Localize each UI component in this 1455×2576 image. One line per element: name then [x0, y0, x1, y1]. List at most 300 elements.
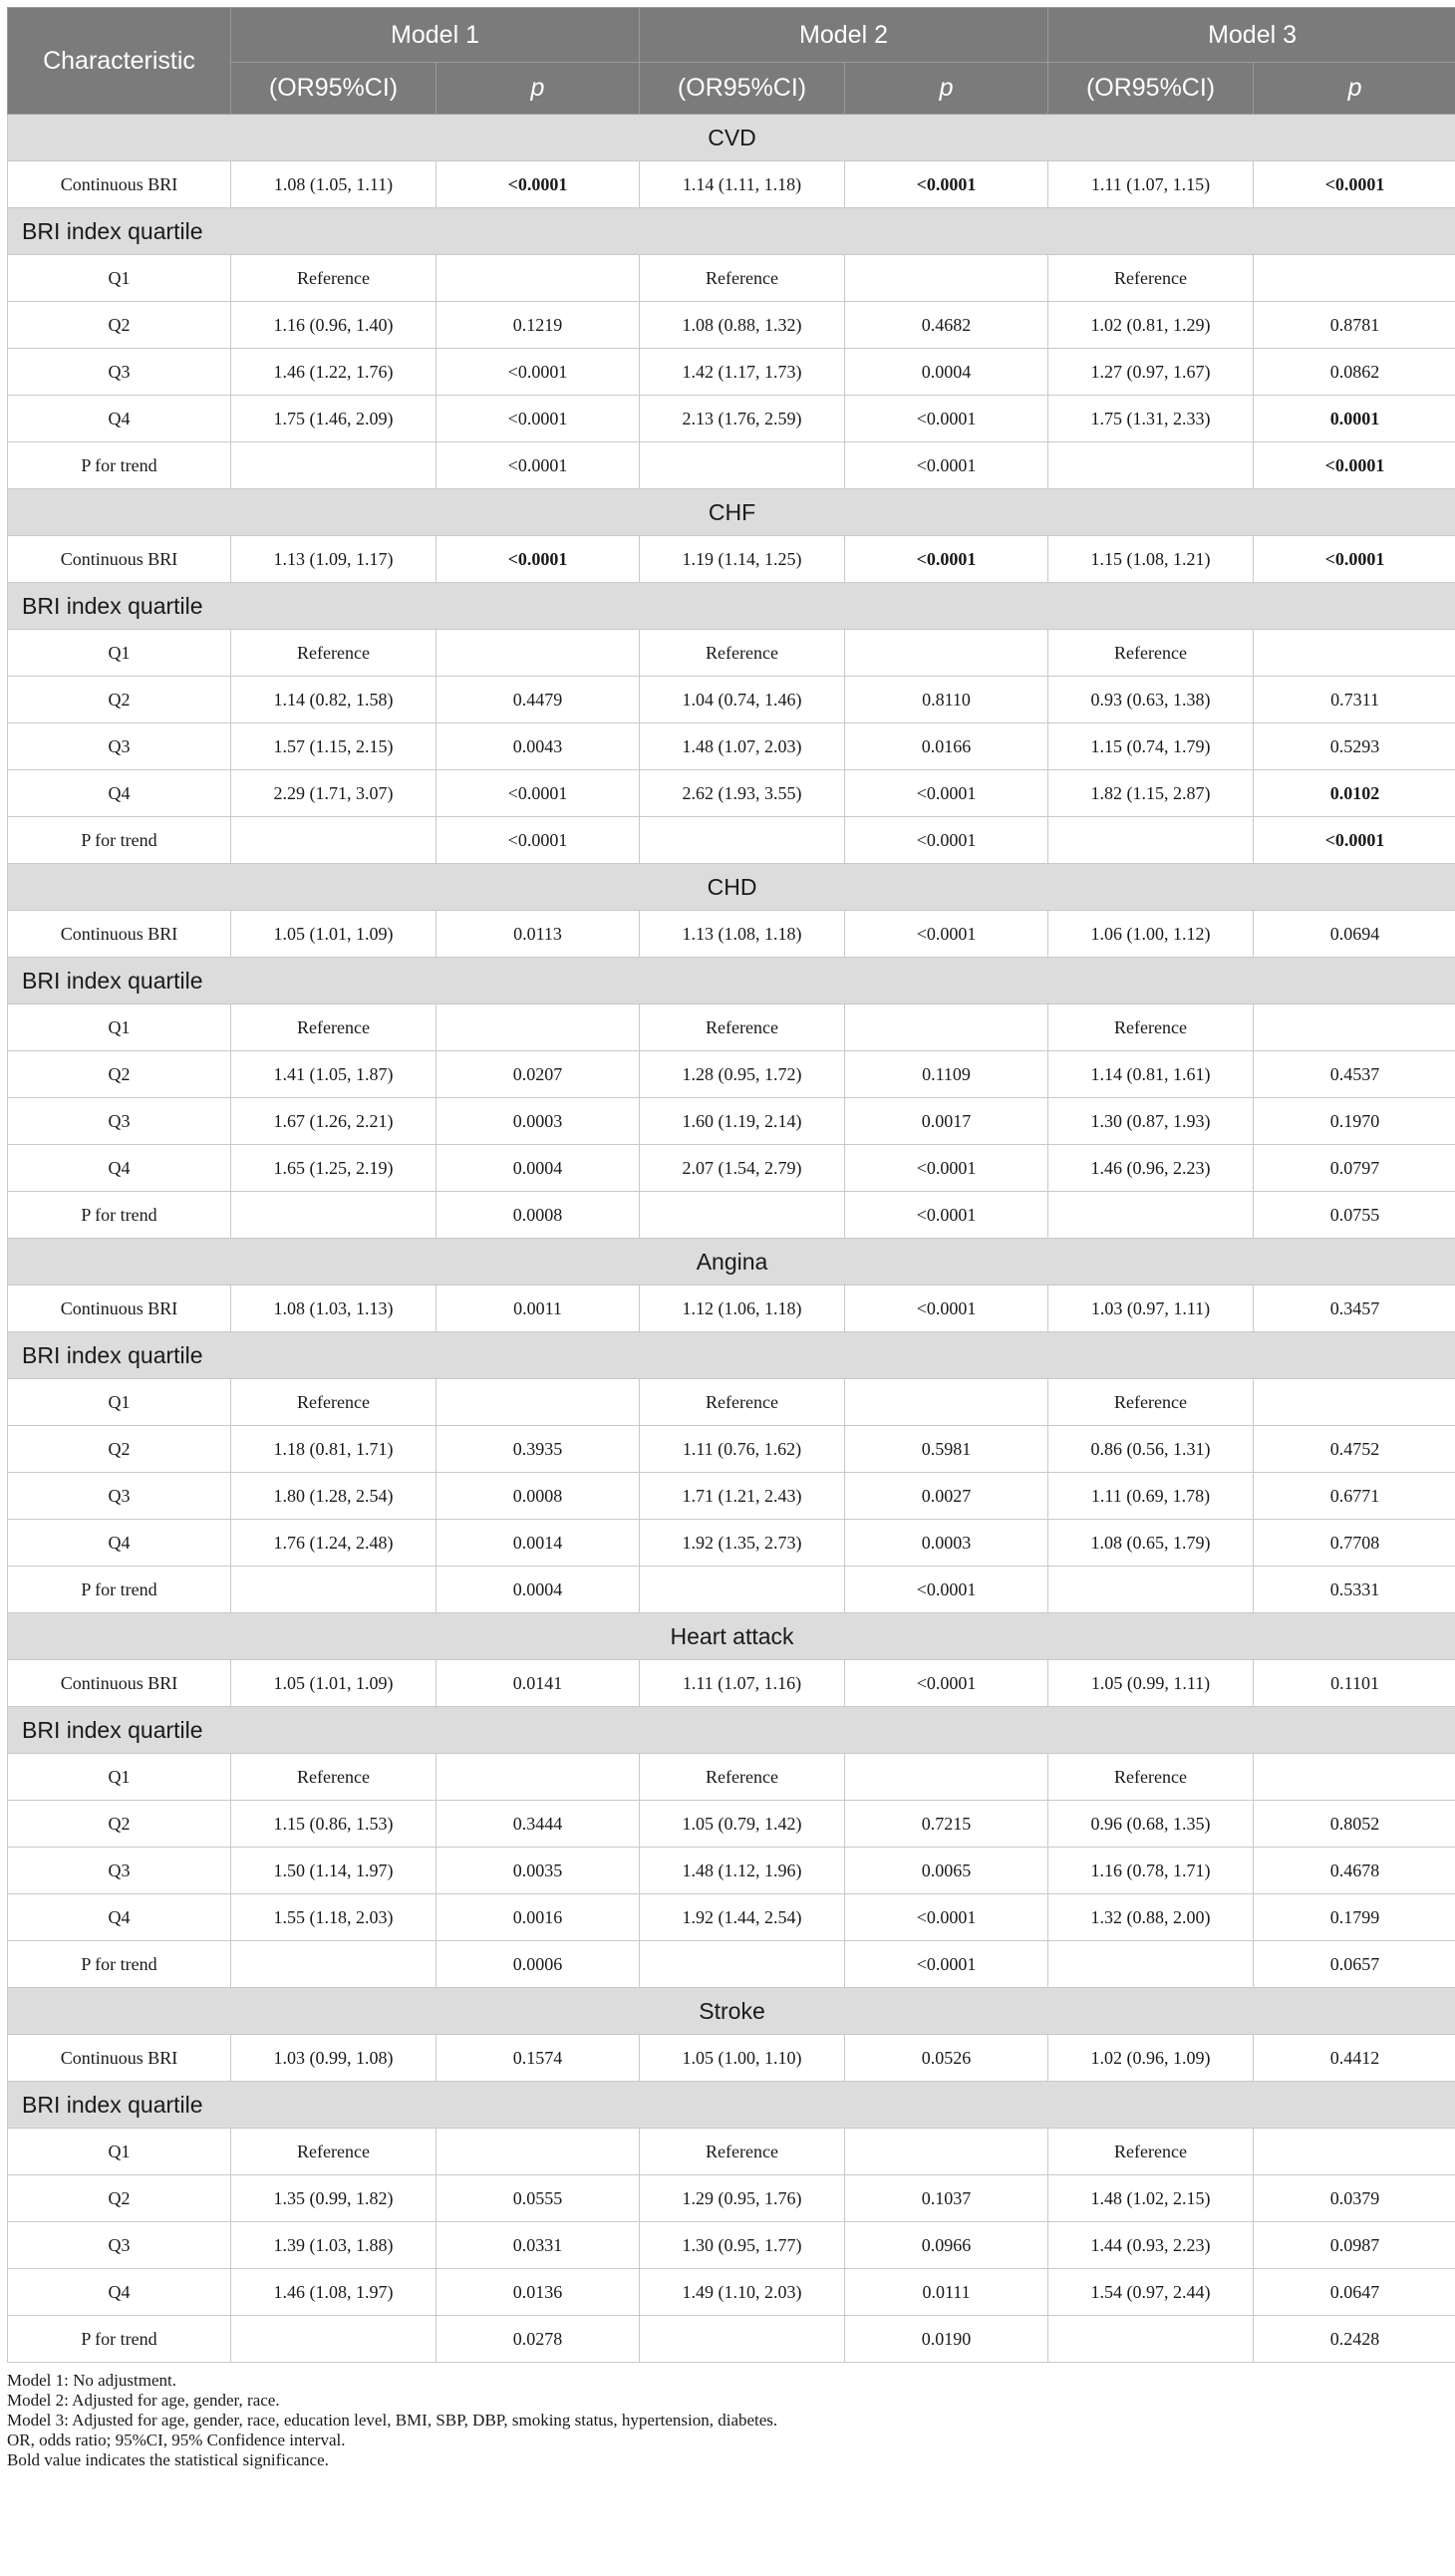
- or-ci-value: [640, 1192, 845, 1239]
- p-value: 0.0011: [436, 1286, 640, 1332]
- p-value: <0.0001: [1254, 536, 1455, 583]
- p-value: <0.0001: [845, 536, 1048, 583]
- p-value: <0.0001: [436, 349, 640, 396]
- or-ci-value: 1.46 (1.08, 1.97): [231, 2269, 436, 2316]
- or-ci-value: 1.15 (1.08, 1.21): [1048, 536, 1254, 583]
- p-value: 0.2428: [1254, 2316, 1455, 2363]
- p-value: 0.1799: [1254, 1894, 1455, 1941]
- section-row: [8, 864, 1455, 911]
- or-ci-value: 1.13 (1.09, 1.17): [231, 536, 436, 583]
- quartile-header-row: [8, 1332, 1455, 1379]
- or-ci-value: Reference: [1048, 1379, 1254, 1426]
- row-label: Q2: [8, 1051, 231, 1098]
- results-table-container: [7, 7, 1448, 2470]
- or-ci-value: 1.54 (0.97, 2.44): [1048, 2269, 1254, 2316]
- or-ci-value: [1048, 817, 1254, 864]
- or-ci-value: 1.75 (1.46, 2.09): [231, 396, 436, 442]
- or-ci-value: Reference: [640, 630, 845, 677]
- p-value: 0.0016: [436, 1894, 640, 1941]
- row-label: Q2: [8, 2175, 231, 2222]
- or-ci-value: 1.48 (1.07, 2.03): [640, 723, 845, 770]
- or-ci-value: [640, 1567, 845, 1613]
- quartile-header-row: [8, 583, 1455, 630]
- row-label: Q4: [8, 396, 231, 442]
- p-value: [1254, 630, 1455, 677]
- row-label: Q3: [8, 1473, 231, 1520]
- p-value: 0.0136: [436, 2269, 640, 2316]
- p-value: 0.0003: [845, 1520, 1048, 1567]
- table-row: [8, 1004, 1455, 1051]
- quartile-header-row: [8, 958, 1455, 1004]
- row-label: Continuous BRI: [8, 911, 231, 958]
- table-row: [8, 1192, 1455, 1239]
- section-title: CHD: [8, 864, 1455, 911]
- p-value: [845, 1004, 1048, 1051]
- p-value: 0.0004: [436, 1567, 640, 1613]
- row-label: Q1: [8, 1004, 231, 1051]
- p-value: 0.8052: [1254, 1801, 1455, 1848]
- p-value: <0.0001: [845, 1660, 1048, 1707]
- p-value: 0.1101: [1254, 1660, 1455, 1707]
- or-ci-value: 1.05 (1.01, 1.09): [231, 911, 436, 958]
- or-ci-value: 1.30 (0.87, 1.93): [1048, 1098, 1254, 1145]
- p-value: 0.1970: [1254, 1098, 1455, 1145]
- table-row: [8, 2035, 1455, 2082]
- row-label: Q4: [8, 770, 231, 817]
- row-label: Q1: [8, 1754, 231, 1801]
- row-label: Q4: [8, 1894, 231, 1941]
- table-row: [8, 1473, 1455, 1520]
- header-model-3: Model 3: [1048, 8, 1455, 63]
- p-value: 0.0526: [845, 2035, 1048, 2082]
- or-ci-value: 1.67 (1.26, 2.21): [231, 1098, 436, 1145]
- or-ci-value: 1.57 (1.15, 2.15): [231, 723, 436, 770]
- header-model-2: Model 2: [640, 8, 1048, 63]
- or-ci-value: 1.82 (1.15, 2.87): [1048, 770, 1254, 817]
- or-ci-value: 1.05 (0.99, 1.11): [1048, 1660, 1254, 1707]
- p-value: <0.0001: [436, 817, 640, 864]
- p-value: [1254, 1379, 1455, 1426]
- footnote: Model 2: Adjusted for age, gender, race.: [7, 2391, 280, 2410]
- p-value: <0.0001: [845, 911, 1048, 958]
- table-row: [8, 1051, 1455, 1098]
- or-ci-value: [1048, 1567, 1254, 1613]
- or-ci-value: [231, 1567, 436, 1613]
- p-value: 0.0657: [1254, 1941, 1455, 1988]
- table-row: [8, 1894, 1455, 1941]
- results-table: [7, 7, 1455, 2363]
- or-ci-value: 1.29 (0.95, 1.76): [640, 2175, 845, 2222]
- row-label: Q4: [8, 1520, 231, 1567]
- quartile-header-row: [8, 1707, 1455, 1754]
- p-value: [845, 255, 1048, 302]
- quartile-label: BRI index quartile: [8, 583, 1455, 630]
- or-ci-value: 1.46 (0.96, 2.23): [1048, 1145, 1254, 1192]
- table-row: [8, 2269, 1455, 2316]
- row-label: Q2: [8, 1426, 231, 1473]
- table-row: [8, 302, 1455, 349]
- p-value: 0.0379: [1254, 2175, 1455, 2222]
- or-ci-value: 1.65 (1.25, 2.19): [231, 1145, 436, 1192]
- or-ci-value: 1.06 (1.00, 1.12): [1048, 911, 1254, 958]
- footnote: Model 1: No adjustment.: [7, 2371, 176, 2390]
- p-value: [845, 2129, 1048, 2175]
- p-value: 0.4682: [845, 302, 1048, 349]
- p-value: [1254, 1004, 1455, 1051]
- p-value: 0.0035: [436, 1848, 640, 1894]
- or-ci-value: 1.08 (1.03, 1.13): [231, 1286, 436, 1332]
- section-title: Angina: [8, 1239, 1455, 1286]
- or-ci-value: 1.27 (0.97, 1.67): [1048, 349, 1254, 396]
- or-ci-value: Reference: [640, 255, 845, 302]
- p-value: 0.0166: [845, 723, 1048, 770]
- or-ci-value: 1.14 (1.11, 1.18): [640, 161, 845, 208]
- or-ci-value: 1.92 (1.35, 2.73): [640, 1520, 845, 1567]
- header-p: p: [1254, 63, 1455, 115]
- or-ci-value: 1.05 (1.00, 1.10): [640, 2035, 845, 2082]
- or-ci-value: Reference: [231, 1004, 436, 1051]
- footnote: Bold value indicates the statistical significance.: [7, 2450, 329, 2469]
- row-label: Q1: [8, 2129, 231, 2175]
- p-value: [1254, 1754, 1455, 1801]
- p-value: <0.0001: [845, 396, 1048, 442]
- or-ci-value: 1.16 (0.96, 1.40): [231, 302, 436, 349]
- or-ci-value: 1.11 (0.76, 1.62): [640, 1426, 845, 1473]
- or-ci-value: 1.46 (1.22, 1.76): [231, 349, 436, 396]
- p-value: 0.4678: [1254, 1848, 1455, 1894]
- or-ci-value: 1.08 (1.05, 1.11): [231, 161, 436, 208]
- quartile-label: BRI index quartile: [8, 1332, 1455, 1379]
- row-label: Q2: [8, 302, 231, 349]
- section-row: [8, 1988, 1455, 2035]
- row-label: Continuous BRI: [8, 2035, 231, 2082]
- p-value: <0.0001: [436, 442, 640, 489]
- or-ci-value: Reference: [1048, 630, 1254, 677]
- or-ci-value: 1.13 (1.08, 1.18): [640, 911, 845, 958]
- or-ci-value: 1.39 (1.03, 1.88): [231, 2222, 436, 2269]
- row-label: Q3: [8, 2222, 231, 2269]
- or-ci-value: [231, 442, 436, 489]
- p-value: 0.6771: [1254, 1473, 1455, 1520]
- p-value: [1254, 2129, 1455, 2175]
- row-label: Q3: [8, 723, 231, 770]
- or-ci-value: [1048, 1941, 1254, 1988]
- or-ci-value: [231, 1941, 436, 1988]
- p-value: [845, 630, 1048, 677]
- row-label: Q2: [8, 1801, 231, 1848]
- or-ci-value: 1.14 (0.82, 1.58): [231, 677, 436, 723]
- or-ci-value: [640, 442, 845, 489]
- or-ci-value: 1.02 (0.81, 1.29): [1048, 302, 1254, 349]
- row-label: Q1: [8, 630, 231, 677]
- or-ci-value: 1.28 (0.95, 1.72): [640, 1051, 845, 1098]
- p-value: [436, 1379, 640, 1426]
- or-ci-value: [1048, 442, 1254, 489]
- p-value: <0.0001: [845, 770, 1048, 817]
- footnote: Model 3: Adjusted for age, gender, race, education level, BMI, SBP, DBP, smoking status, hypertension, diabetes.: [7, 2411, 778, 2430]
- quartile-label: BRI index quartile: [8, 1707, 1455, 1754]
- or-ci-value: 1.11 (1.07, 1.15): [1048, 161, 1254, 208]
- quartile-label: BRI index quartile: [8, 208, 1455, 255]
- section-row: [8, 1613, 1455, 1660]
- table-row: [8, 911, 1455, 958]
- or-ci-value: 1.05 (0.79, 1.42): [640, 1801, 845, 1848]
- row-label: P for trend: [8, 442, 231, 489]
- or-ci-value: [231, 817, 436, 864]
- p-value: <0.0001: [845, 1145, 1048, 1192]
- or-ci-value: 1.02 (0.96, 1.09): [1048, 2035, 1254, 2082]
- header-characteristic: Characteristic: [8, 8, 231, 115]
- p-value: <0.0001: [845, 1567, 1048, 1613]
- or-ci-value: 2.07 (1.54, 2.79): [640, 1145, 845, 1192]
- table-row: [8, 1520, 1455, 1567]
- or-ci-value: 0.96 (0.68, 1.35): [1048, 1801, 1254, 1848]
- p-value: <0.0001: [845, 1192, 1048, 1239]
- or-ci-value: 1.14 (0.81, 1.61): [1048, 1051, 1254, 1098]
- table-row: [8, 2222, 1455, 2269]
- table-row: [8, 1286, 1455, 1332]
- p-value: [845, 1754, 1048, 1801]
- table-row: [8, 1801, 1455, 1848]
- header-p: p: [436, 63, 640, 115]
- p-value: <0.0001: [845, 1894, 1048, 1941]
- or-ci-value: 1.11 (0.69, 1.78): [1048, 1473, 1254, 1520]
- table-row: [8, 1567, 1455, 1613]
- or-ci-value: Reference: [1048, 255, 1254, 302]
- p-value: 0.0555: [436, 2175, 640, 2222]
- p-value: 0.0278: [436, 2316, 640, 2363]
- or-ci-value: 2.29 (1.71, 3.07): [231, 770, 436, 817]
- or-ci-value: [1048, 2316, 1254, 2363]
- or-ci-value: 1.92 (1.44, 2.54): [640, 1894, 845, 1941]
- table-row: [8, 349, 1455, 396]
- or-ci-value: Reference: [1048, 1754, 1254, 1801]
- row-label: Q2: [8, 677, 231, 723]
- or-ci-value: 1.55 (1.18, 2.03): [231, 1894, 436, 1941]
- table-row: [8, 1098, 1455, 1145]
- or-ci-value: 1.42 (1.17, 1.73): [640, 349, 845, 396]
- p-value: 0.0008: [436, 1192, 640, 1239]
- table-row: [8, 723, 1455, 770]
- p-value: 0.5981: [845, 1426, 1048, 1473]
- p-value: 0.4479: [436, 677, 640, 723]
- table-row: [8, 1426, 1455, 1473]
- p-value: 0.0043: [436, 723, 640, 770]
- or-ci-value: Reference: [1048, 1004, 1254, 1051]
- p-value: <0.0001: [1254, 161, 1455, 208]
- section-row: [8, 115, 1455, 161]
- p-value: 0.0027: [845, 1473, 1048, 1520]
- p-value: 0.0966: [845, 2222, 1048, 2269]
- p-value: 0.5293: [1254, 723, 1455, 770]
- p-value: 0.7708: [1254, 1520, 1455, 1567]
- or-ci-value: 1.76 (1.24, 2.48): [231, 1520, 436, 1567]
- or-ci-value: 2.62 (1.93, 3.55): [640, 770, 845, 817]
- or-ci-value: 1.48 (1.02, 2.15): [1048, 2175, 1254, 2222]
- or-ci-value: 1.50 (1.14, 1.97): [231, 1848, 436, 1894]
- p-value: 0.1219: [436, 302, 640, 349]
- p-value: 0.0001: [1254, 396, 1455, 442]
- or-ci-value: Reference: [640, 2129, 845, 2175]
- section-title: CVD: [8, 115, 1455, 161]
- p-value: <0.0001: [436, 396, 640, 442]
- table-row: [8, 1379, 1455, 1426]
- or-ci-value: 1.16 (0.78, 1.71): [1048, 1848, 1254, 1894]
- table-row: [8, 2175, 1455, 2222]
- or-ci-value: Reference: [231, 255, 436, 302]
- p-value: <0.0001: [845, 817, 1048, 864]
- p-value: 0.8110: [845, 677, 1048, 723]
- row-label: Q1: [8, 255, 231, 302]
- p-value: 0.0113: [436, 911, 640, 958]
- or-ci-value: 1.32 (0.88, 2.00): [1048, 1894, 1254, 1941]
- p-value: 0.0647: [1254, 2269, 1455, 2316]
- p-value: 0.0004: [436, 1145, 640, 1192]
- or-ci-value: 2.13 (1.76, 2.59): [640, 396, 845, 442]
- p-value: [436, 630, 640, 677]
- p-value: 0.7215: [845, 1801, 1048, 1848]
- header-or-ci: (OR95%CI): [640, 63, 845, 115]
- or-ci-value: 1.04 (0.74, 1.46): [640, 677, 845, 723]
- or-ci-value: Reference: [640, 1379, 845, 1426]
- or-ci-value: 1.60 (1.19, 2.14): [640, 1098, 845, 1145]
- row-label: Q4: [8, 1145, 231, 1192]
- table-row: [8, 770, 1455, 817]
- or-ci-value: 0.86 (0.56, 1.31): [1048, 1426, 1254, 1473]
- row-label: Q3: [8, 1098, 231, 1145]
- quartile-label: BRI index quartile: [8, 958, 1455, 1004]
- table-row: [8, 630, 1455, 677]
- p-value: 0.0190: [845, 2316, 1048, 2363]
- p-value: [436, 1004, 640, 1051]
- quartile-label: BRI index quartile: [8, 2082, 1455, 2129]
- p-value: 0.3444: [436, 1801, 640, 1848]
- p-value: 0.0003: [436, 1098, 640, 1145]
- p-value: <0.0001: [845, 442, 1048, 489]
- p-value: <0.0001: [1254, 817, 1455, 864]
- table-row: [8, 1941, 1455, 1988]
- or-ci-value: 1.03 (0.99, 1.08): [231, 2035, 436, 2082]
- table-row: [8, 2316, 1455, 2363]
- or-ci-value: Reference: [640, 1004, 845, 1051]
- row-label: Q1: [8, 1379, 231, 1426]
- or-ci-value: 1.48 (1.12, 1.96): [640, 1848, 845, 1894]
- p-value: 0.0004: [845, 349, 1048, 396]
- or-ci-value: 1.11 (1.07, 1.16): [640, 1660, 845, 1707]
- or-ci-value: 1.05 (1.01, 1.09): [231, 1660, 436, 1707]
- or-ci-value: 1.12 (1.06, 1.18): [640, 1286, 845, 1332]
- quartile-header-row: [8, 2082, 1455, 2129]
- p-value: [1254, 255, 1455, 302]
- table-header: [8, 8, 1455, 115]
- table-row: [8, 817, 1455, 864]
- or-ci-value: 1.75 (1.31, 2.33): [1048, 396, 1254, 442]
- or-ci-value: 1.08 (0.65, 1.79): [1048, 1520, 1254, 1567]
- or-ci-value: 1.71 (1.21, 2.43): [640, 1473, 845, 1520]
- p-value: 0.3935: [436, 1426, 640, 1473]
- or-ci-value: 1.15 (0.74, 1.79): [1048, 723, 1254, 770]
- row-label: Continuous BRI: [8, 1286, 231, 1332]
- p-value: 0.1037: [845, 2175, 1048, 2222]
- table-row: [8, 161, 1455, 208]
- row-label: P for trend: [8, 1567, 231, 1613]
- header-model-1: Model 1: [231, 8, 640, 63]
- section-row: [8, 1239, 1455, 1286]
- p-value: <0.0001: [436, 161, 640, 208]
- or-ci-value: Reference: [231, 1379, 436, 1426]
- or-ci-value: Reference: [231, 1754, 436, 1801]
- p-value: <0.0001: [1254, 442, 1455, 489]
- p-value: 0.0102: [1254, 770, 1455, 817]
- p-value: [845, 1379, 1048, 1426]
- p-value: 0.3457: [1254, 1286, 1455, 1332]
- or-ci-value: 1.49 (1.10, 2.03): [640, 2269, 845, 2316]
- section-title: CHF: [8, 489, 1455, 536]
- or-ci-value: 1.35 (0.99, 1.82): [231, 2175, 436, 2222]
- or-ci-value: Reference: [231, 2129, 436, 2175]
- or-ci-value: 1.19 (1.14, 1.25): [640, 536, 845, 583]
- or-ci-value: 1.08 (0.88, 1.32): [640, 302, 845, 349]
- p-value: 0.0862: [1254, 349, 1455, 396]
- quartile-header-row: [8, 208, 1455, 255]
- section-title: Heart attack: [8, 1613, 1455, 1660]
- p-value: 0.4537: [1254, 1051, 1455, 1098]
- row-label: Q3: [8, 1848, 231, 1894]
- or-ci-value: 1.41 (1.05, 1.87): [231, 1051, 436, 1098]
- p-value: 0.0141: [436, 1660, 640, 1707]
- table-row: [8, 255, 1455, 302]
- table-row: [8, 2129, 1455, 2175]
- table-row: [8, 1848, 1455, 1894]
- p-value: 0.0694: [1254, 911, 1455, 958]
- p-value: 0.4412: [1254, 2035, 1455, 2082]
- p-value: 0.0797: [1254, 1145, 1455, 1192]
- row-label: P for trend: [8, 817, 231, 864]
- p-value: 0.0331: [436, 2222, 640, 2269]
- p-value: 0.0008: [436, 1473, 640, 1520]
- table-body: [8, 115, 1455, 2363]
- row-label: Q4: [8, 2269, 231, 2316]
- p-value: 0.0065: [845, 1848, 1048, 1894]
- or-ci-value: Reference: [640, 1754, 845, 1801]
- p-value: 0.1574: [436, 2035, 640, 2082]
- table-row: [8, 1145, 1455, 1192]
- table-row: [8, 536, 1455, 583]
- row-label: Continuous BRI: [8, 536, 231, 583]
- p-value: 0.0017: [845, 1098, 1048, 1145]
- header-p: p: [845, 63, 1048, 115]
- p-value: 0.0006: [436, 1941, 640, 1988]
- p-value: <0.0001: [845, 161, 1048, 208]
- p-value: 0.5331: [1254, 1567, 1455, 1613]
- table-row: [8, 442, 1455, 489]
- row-label: Q3: [8, 349, 231, 396]
- p-value: <0.0001: [436, 770, 640, 817]
- p-value: 0.0755: [1254, 1192, 1455, 1239]
- p-value: 0.0207: [436, 1051, 640, 1098]
- section-title: Stroke: [8, 1988, 1455, 2035]
- p-value: <0.0001: [845, 1941, 1048, 1988]
- table-row: [8, 1660, 1455, 1707]
- or-ci-value: [231, 1192, 436, 1239]
- table-row: [8, 677, 1455, 723]
- p-value: 0.4752: [1254, 1426, 1455, 1473]
- p-value: 0.1109: [845, 1051, 1048, 1098]
- or-ci-value: 1.03 (0.97, 1.11): [1048, 1286, 1254, 1332]
- or-ci-value: Reference: [231, 630, 436, 677]
- row-label: Continuous BRI: [8, 1660, 231, 1707]
- p-value: 0.0987: [1254, 2222, 1455, 2269]
